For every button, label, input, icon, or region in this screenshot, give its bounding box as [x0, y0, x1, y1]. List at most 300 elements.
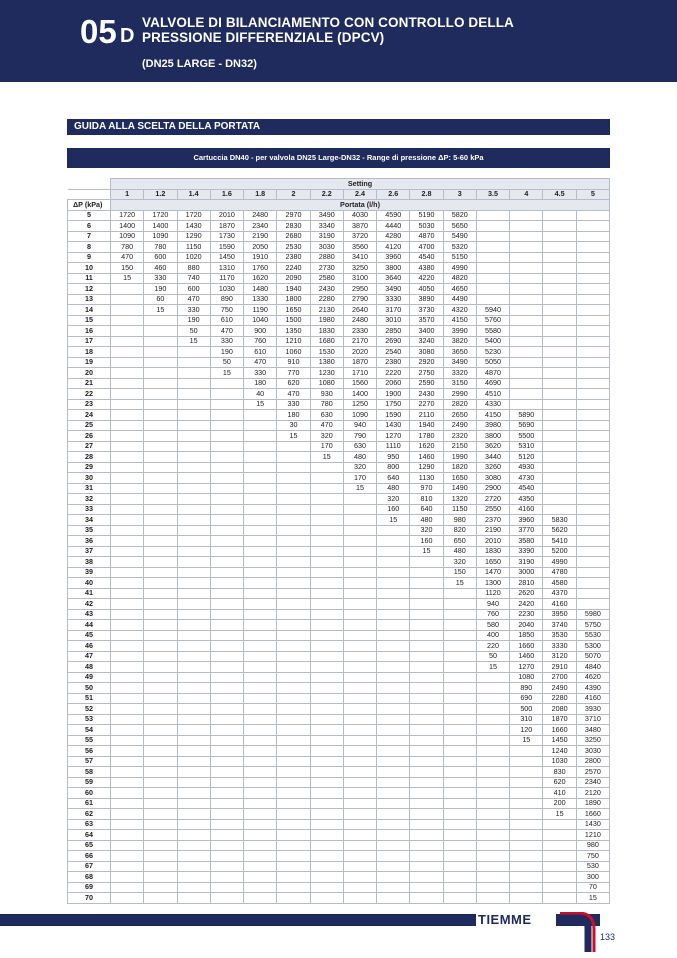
- flow-cell: [310, 599, 343, 610]
- flow-cell: [377, 641, 410, 652]
- flow-cell: 50: [476, 651, 509, 662]
- flow-cell: [177, 347, 210, 358]
- flow-cell: [377, 599, 410, 610]
- flow-cell: 1120: [476, 588, 509, 599]
- flow-cell: 1750: [377, 399, 410, 410]
- flow-cell: [177, 819, 210, 830]
- flow-cell: 2830: [277, 221, 310, 232]
- flow-cell: 640: [377, 473, 410, 484]
- dp-value: 50: [68, 683, 111, 694]
- flow-cell: [310, 620, 343, 631]
- flow-cell: [476, 882, 509, 893]
- flow-cell: 2640: [343, 305, 376, 316]
- flow-cell: 2020: [343, 347, 376, 358]
- flow-cell: [144, 809, 177, 820]
- dp-value: 42: [68, 599, 111, 610]
- flow-cell: [510, 746, 543, 757]
- flow-cell: [210, 767, 243, 778]
- flow-cell: 1430: [576, 819, 609, 830]
- flow-cell: 2700: [543, 672, 576, 683]
- flow-cell: [111, 483, 144, 494]
- flow-cell: [576, 504, 609, 515]
- flow-cell: [210, 567, 243, 578]
- flow-cell: [343, 494, 376, 505]
- dp-value: 23: [68, 399, 111, 410]
- flow-cell: 500: [510, 704, 543, 715]
- flow-cell: [576, 315, 609, 326]
- flow-cell: [543, 840, 576, 851]
- flow-cell: [377, 620, 410, 631]
- flow-cell: 1870: [343, 357, 376, 368]
- table-row: [68, 284, 610, 295]
- flow-cell: [410, 630, 443, 641]
- setting-value: 1: [111, 189, 144, 200]
- flow-cell: 4620: [576, 672, 609, 683]
- flow-cell: 620: [543, 777, 576, 788]
- flow-cell: [144, 693, 177, 704]
- flow-cell: [343, 861, 376, 872]
- flow-cell: [543, 473, 576, 484]
- flow-cell: 3820: [443, 336, 476, 347]
- flow-cell: 3250: [576, 735, 609, 746]
- flow-cell: [210, 683, 243, 694]
- dp-value: 41: [68, 588, 111, 599]
- setting-value: 3.5: [476, 189, 509, 200]
- flow-cell: [144, 546, 177, 557]
- flow-cell: [177, 882, 210, 893]
- flow-cell: [410, 557, 443, 568]
- flow-cell: [310, 557, 343, 568]
- flow-cell: [177, 714, 210, 725]
- flow-cell: 5750: [576, 620, 609, 631]
- flow-cell: [144, 609, 177, 620]
- flow-cell: 5490: [443, 231, 476, 242]
- flow-cell: [177, 851, 210, 862]
- flow-cell: [210, 378, 243, 389]
- flow-cell: 2730: [310, 263, 343, 274]
- flow-cell: [377, 578, 410, 589]
- flow-cell: [543, 399, 576, 410]
- flow-cell: 1760: [244, 263, 277, 274]
- flow-cell: [410, 882, 443, 893]
- flow-cell: [277, 830, 310, 841]
- flow-cell: [144, 494, 177, 505]
- flow-cell: 1730: [210, 231, 243, 242]
- dp-value: 64: [68, 830, 111, 841]
- flow-cell: [277, 651, 310, 662]
- flow-cell: [310, 861, 343, 872]
- flow-cell: 3950: [543, 609, 576, 620]
- flow-cell: [177, 735, 210, 746]
- flow-cell: [576, 515, 609, 526]
- dp-value: 27: [68, 441, 111, 452]
- flow-cell: [543, 273, 576, 284]
- flow-cell: [377, 662, 410, 673]
- flow-cell: [543, 861, 576, 872]
- flow-cell: 3710: [576, 714, 609, 725]
- flow-cell: [576, 525, 609, 536]
- flow-cell: [343, 599, 376, 610]
- flow-cell: 480: [443, 546, 476, 557]
- flow-cell: [111, 420, 144, 431]
- table-row: [68, 588, 610, 599]
- flow-cell: [343, 567, 376, 578]
- flow-cell: [576, 441, 609, 452]
- flow-cell: [576, 420, 609, 431]
- flow-cell: [343, 746, 376, 757]
- flow-cell: [443, 756, 476, 767]
- flow-cell: [277, 557, 310, 568]
- table-row: [68, 536, 610, 547]
- flow-cell: [576, 389, 609, 400]
- flow-cell: [277, 746, 310, 757]
- flow-cell: [210, 431, 243, 442]
- dp-value: 6: [68, 221, 111, 232]
- flow-cell: [111, 683, 144, 694]
- flow-cell: 770: [277, 368, 310, 379]
- flow-cell: 2280: [543, 693, 576, 704]
- flow-cell: 5190: [410, 210, 443, 221]
- flow-cell: 190: [144, 284, 177, 295]
- flow-cell: [210, 441, 243, 452]
- flow-cell: [476, 851, 509, 862]
- setting-value: 1.6: [210, 189, 243, 200]
- flow-cell: [144, 515, 177, 526]
- flow-cell: [177, 630, 210, 641]
- flow-cell: [210, 893, 243, 904]
- table-row: [68, 672, 610, 683]
- flow-cell: [543, 851, 576, 862]
- flow-cell: 4580: [543, 578, 576, 589]
- flow-cell: [576, 368, 609, 379]
- flow-cell: 5230: [476, 347, 509, 358]
- flow-cell: [177, 483, 210, 494]
- flow-cell: [476, 893, 509, 904]
- flow-cell: [310, 483, 343, 494]
- flow-cell: [244, 788, 277, 799]
- flow-cell: [244, 525, 277, 536]
- flow-cell: [543, 294, 576, 305]
- flow-cell: [510, 305, 543, 316]
- flow-cell: 2330: [343, 326, 376, 337]
- table-row: [68, 746, 610, 757]
- flow-cell: [343, 630, 376, 641]
- dp-value: 44: [68, 620, 111, 631]
- flow-cell: [144, 641, 177, 652]
- flow-cell: [510, 389, 543, 400]
- flow-cell: [443, 788, 476, 799]
- flow-cell: 2620: [510, 588, 543, 599]
- flow-cell: 5070: [576, 651, 609, 662]
- flow-cell: [277, 788, 310, 799]
- flow-cell: [343, 882, 376, 893]
- flow-cell: 1620: [244, 273, 277, 284]
- dp-value: 16: [68, 326, 111, 337]
- flow-cell: 50: [210, 357, 243, 368]
- flow-cell: [310, 578, 343, 589]
- flow-cell: [111, 315, 144, 326]
- flow-cell: [510, 777, 543, 788]
- flow-cell: [510, 284, 543, 295]
- flow-cell: [111, 378, 144, 389]
- flow-cell: [576, 483, 609, 494]
- table-row: [68, 294, 610, 305]
- flow-cell: [144, 578, 177, 589]
- table-row: [68, 756, 610, 767]
- dp-value: 22: [68, 389, 111, 400]
- flow-cell: [244, 756, 277, 767]
- table-row: [68, 861, 610, 872]
- flow-cell: [476, 693, 509, 704]
- flow-cell: [277, 777, 310, 788]
- flow-cell: 1830: [476, 546, 509, 557]
- flow-cell: [377, 861, 410, 872]
- flow-cell: 1030: [210, 284, 243, 295]
- flow-cell: [210, 756, 243, 767]
- flow-cell: [576, 221, 609, 232]
- table-row: [68, 431, 610, 442]
- flow-cell: 120: [510, 725, 543, 736]
- table-row: [68, 788, 610, 799]
- flow-cell: [410, 861, 443, 872]
- flow-cell: [111, 494, 144, 505]
- brand-logo-text: TIEMME: [478, 912, 532, 927]
- tiemme-logo-icon: [560, 912, 600, 952]
- flow-cell: [277, 882, 310, 893]
- flow-cell: [543, 252, 576, 263]
- table-body: [68, 210, 610, 903]
- flow-cell: [244, 851, 277, 862]
- flow-cell: [377, 557, 410, 568]
- flow-cell: [377, 893, 410, 904]
- flow-cell: 3580: [510, 536, 543, 547]
- flow-cell: [144, 483, 177, 494]
- table-row: [68, 273, 610, 284]
- flow-cell: 4280: [377, 231, 410, 242]
- flow-cell: [277, 599, 310, 610]
- flow-cell: [476, 735, 509, 746]
- flow-cell: [476, 252, 509, 263]
- flow-cell: [476, 221, 509, 232]
- flow-cell: 750: [576, 851, 609, 862]
- flow-cell: [144, 315, 177, 326]
- flow-cell: 470: [210, 326, 243, 337]
- flow-cell: [543, 210, 576, 221]
- flow-cell: [210, 809, 243, 820]
- flow-cell: 4380: [410, 263, 443, 274]
- flow-cell: [510, 347, 543, 358]
- flow-cell: [244, 830, 277, 841]
- flow-cell: [476, 767, 509, 778]
- flow-cell: [543, 882, 576, 893]
- table-row: [68, 620, 610, 631]
- flow-cell: [111, 630, 144, 641]
- flow-cell: [510, 210, 543, 221]
- flow-cell: [177, 473, 210, 484]
- flow-cell: [510, 819, 543, 830]
- flow-cell: [476, 746, 509, 757]
- flow-cell: 930: [310, 389, 343, 400]
- flow-cell: [443, 882, 476, 893]
- flow-cell: [343, 851, 376, 862]
- flow-cell: 15: [111, 273, 144, 284]
- flow-cell: [177, 798, 210, 809]
- flow-cell: [177, 410, 210, 421]
- flow-cell: [210, 746, 243, 757]
- flow-cell: [244, 893, 277, 904]
- flow-cell: [244, 872, 277, 883]
- flow-cell: [476, 273, 509, 284]
- flow-cell: [476, 840, 509, 851]
- flow-cell: [144, 882, 177, 893]
- flow-cell: [177, 557, 210, 568]
- flow-cell: 1210: [576, 830, 609, 841]
- flow-cell: 1650: [476, 557, 509, 568]
- flow-cell: 4440: [377, 221, 410, 232]
- flow-cell: 15: [177, 336, 210, 347]
- flow-cell: [244, 819, 277, 830]
- flow-cell: [410, 620, 443, 631]
- flow-cell: [510, 326, 543, 337]
- flow-cell: [210, 735, 243, 746]
- flow-cell: [410, 788, 443, 799]
- flow-cell: 320: [443, 557, 476, 568]
- flow-cell: [244, 462, 277, 473]
- flow-cell: [244, 704, 277, 715]
- flow-cell: 1190: [244, 305, 277, 316]
- flow-cell: [144, 788, 177, 799]
- flow-cell: [343, 620, 376, 631]
- table-row: [68, 830, 610, 841]
- setting-value: 4.5: [543, 189, 576, 200]
- flow-cell: [111, 882, 144, 893]
- flow-cell: [111, 662, 144, 673]
- flow-cell: [277, 536, 310, 547]
- flow-cell: [510, 809, 543, 820]
- flow-cell: [111, 641, 144, 652]
- flow-cell: 15: [476, 662, 509, 673]
- flow-cell: [377, 630, 410, 641]
- flow-cell: [111, 473, 144, 484]
- flow-cell: [310, 840, 343, 851]
- portata-header: Portata (l/h): [111, 200, 610, 211]
- flow-cell: [177, 725, 210, 736]
- flow-cell: [443, 830, 476, 841]
- table-corner: [68, 189, 111, 200]
- flow-cell: [310, 693, 343, 704]
- flow-cell: [144, 357, 177, 368]
- flow-cell: [111, 704, 144, 715]
- flow-cell: 3480: [576, 725, 609, 736]
- flow-cell: 2010: [210, 210, 243, 221]
- flow-cell: 15: [510, 735, 543, 746]
- flow-cell: 2340: [576, 777, 609, 788]
- flow-cell: 3870: [343, 221, 376, 232]
- settings-row: [68, 189, 610, 200]
- flow-cell: [210, 399, 243, 410]
- flow-cell: [210, 662, 243, 673]
- flow-cell: 480: [377, 483, 410, 494]
- table-row: [68, 305, 610, 316]
- flow-cell: [510, 336, 543, 347]
- flow-cell: 2790: [343, 294, 376, 305]
- flow-cell: [144, 441, 177, 452]
- flow-cell: 1660: [543, 725, 576, 736]
- flow-cell: 2190: [476, 525, 509, 536]
- flow-cell: 890: [210, 294, 243, 305]
- flow-cell: 2420: [510, 599, 543, 610]
- flow-cell: [410, 609, 443, 620]
- flow-cell: [310, 735, 343, 746]
- flow-cell: [244, 746, 277, 757]
- flow-cell: [177, 462, 210, 473]
- flow-cell: [177, 651, 210, 662]
- flow-cell: 3620: [476, 441, 509, 452]
- flow-cell: 4930: [510, 462, 543, 473]
- flow-cell: [177, 840, 210, 851]
- flow-cell: [244, 441, 277, 452]
- flow-cell: [144, 525, 177, 536]
- setting-value: 1.8: [244, 189, 277, 200]
- flow-cell: 810: [410, 494, 443, 505]
- flow-cell: [177, 683, 210, 694]
- flow-cell: [510, 872, 543, 883]
- table-row: [68, 609, 610, 620]
- flow-cell: [244, 651, 277, 662]
- flow-cell: 5760: [476, 315, 509, 326]
- flow-cell: 5400: [476, 336, 509, 347]
- flow-cell: [111, 536, 144, 547]
- flow-cell: 2690: [377, 336, 410, 347]
- flow-cell: [210, 672, 243, 683]
- flow-cell: [277, 767, 310, 778]
- flow-cell: 3560: [343, 242, 376, 253]
- setting-value: 3: [443, 189, 476, 200]
- flow-cell: 4870: [410, 231, 443, 242]
- dp-value: 70: [68, 893, 111, 904]
- flow-cell: 2080: [543, 704, 576, 715]
- flow-cell: 3330: [377, 294, 410, 305]
- flow-cell: 5300: [576, 641, 609, 652]
- flow-cell: [576, 410, 609, 421]
- flow-cell: 750: [210, 305, 243, 316]
- flow-cell: 2750: [410, 368, 443, 379]
- flow-cell: [576, 242, 609, 253]
- flow-cell: [576, 473, 609, 484]
- flow-cell: 4150: [476, 410, 509, 421]
- flow-cell: [443, 893, 476, 904]
- flow-cell: 200: [543, 798, 576, 809]
- flow-cell: 1170: [210, 273, 243, 284]
- table-row: [68, 252, 610, 263]
- flow-cell: [410, 735, 443, 746]
- flow-cell: 3390: [510, 546, 543, 557]
- flow-cell: [443, 672, 476, 683]
- flow-cell: [377, 693, 410, 704]
- flow-cell: [410, 725, 443, 736]
- flow-cell: [343, 515, 376, 526]
- flow-cell: [510, 399, 543, 410]
- flow-cell: [377, 704, 410, 715]
- flow-cell: 5030: [410, 221, 443, 232]
- flow-cell: [476, 830, 509, 841]
- flow-cell: [210, 693, 243, 704]
- flow-cell: 5310: [510, 441, 543, 452]
- flow-cell: [244, 630, 277, 641]
- table-row: [68, 578, 610, 589]
- flow-cell: [476, 777, 509, 788]
- flow-cell: 320: [377, 494, 410, 505]
